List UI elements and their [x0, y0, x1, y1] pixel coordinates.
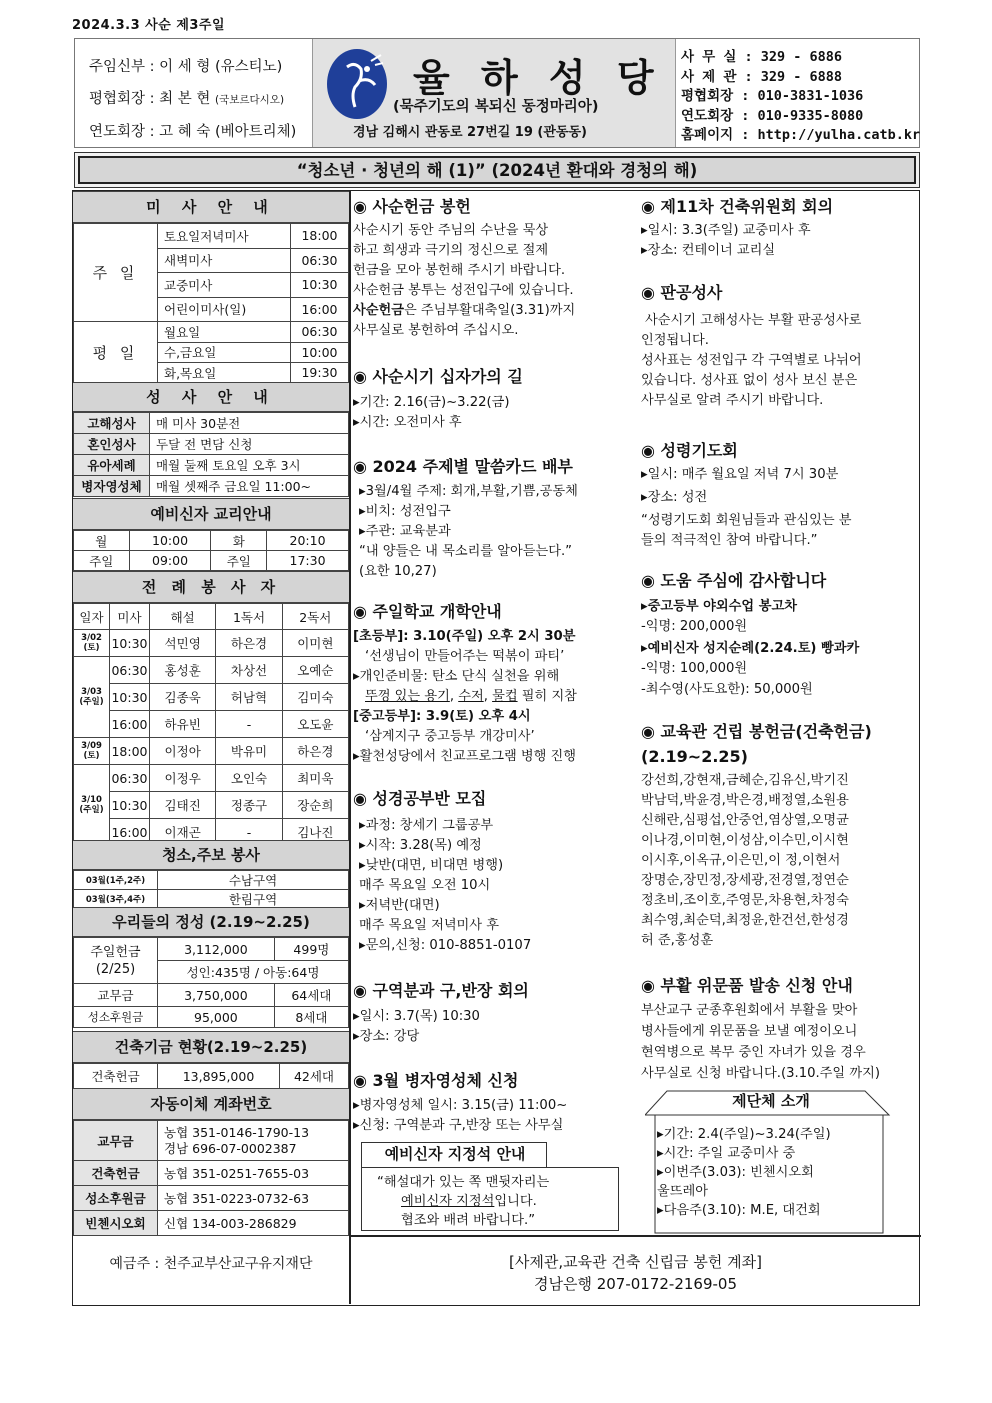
accounts-head: 자동이체 계좌번호 [73, 1088, 349, 1120]
church-subtitle: (묵주기도의 복되신 동정마리아) [393, 99, 599, 115]
priest-line: 주임신부 : 이 세 형 (유스티노) [89, 59, 283, 75]
date-line: 2024.3.3 사순 제3주일 [72, 18, 226, 33]
weekday-label: 평 일 [74, 322, 158, 384]
easter-gift-head: ◉ 부활 위문품 발송 신청 안내 [641, 976, 853, 995]
offering-head: 우리들의 정성 (2.19~2.25) [73, 907, 349, 937]
accounts-table: 교무금 농협 351-0146-1790-13 경남 696-07-0002387 건축헌금 농협 351-0251-7655-03 성소후원금 농협 351-0223-0732-63 빈첸시오회 신협 134-003-286829 [73, 1120, 349, 1236]
cleaning-head: 청소,주보 봉사 [73, 840, 349, 870]
building-committee-head: ◉ 제11차 건축위원회 회의 [641, 197, 834, 216]
servers-head: 전 례 봉 사 자 [73, 571, 349, 603]
catechumen-table: 월 10:00 화 20:10 주일 09:00 주일 17:30 [73, 530, 349, 571]
groups-head: 제단체 소개 [732, 1092, 810, 1110]
reserved-seat-head: 예비신자 지정석 안내 [384, 1145, 526, 1163]
cleaning-table: 03월(1주,2주) 수남구역 03월(3주,4주) 한림구역 [73, 870, 349, 909]
donation-account-number: 경남은행 207-0172-2169-05 [533, 1275, 738, 1293]
account-holder: 예금주 : 천주교부산교구유지재단 [109, 1256, 313, 1272]
contact-council: 평협회장 : 010-3831-1036 [681, 88, 864, 104]
theme-banner-text: “청소년 · 청년의 해 (1)” (2024년 환대와 경청의 해) [78, 156, 916, 184]
church-title-block [312, 39, 676, 147]
sacrament-head: 성 사 안 내 [73, 382, 349, 412]
sick-communion-head: ◉ 3월 병자영성체 신청 [353, 1071, 519, 1090]
contact-prayer: 연도회장 : 010-9335-8080 [681, 107, 864, 124]
bulletin-body: 미 사 안 내 주 일 토요일저녁미사 18:00 새벽미사 06:30 교중미사 10:30 어린이미사(일) 16:00 평 일 월요일 06:30 수,금요일 10:00 화,목요일 19:30 성 사 안 내 고해성사 매 미사 30분전 혼인성사 두달 전 면담 신청 유아세례 매월 둘째 토요일 오후 3시 병자영성체 매월 셋째주 금요일 11:00~ 예비신자 교리안내 월 10:00 화 20:10 주일 09:00 주일 17:30 전 례 봉 사 자 일자 미사 해설 1독서 2독서 3/02 (토) 10:30 석민영 하은경 이미현 3/03 (주일) 06:30 홍성훈 차상선 오예순 10:30 김종욱 허남혁 김미숙 16:00 하유빈 - 오도윤 3/09 (토) 18:00 이정아 박유미 하은경 3/10 (주일) 06:30 이정우 오인숙 최미욱 10:30 김태진 정종구 장순희 16:00 이재곤 - 김나진 청소,주보 봉사 03월(1주,2주) 수남구역 03월(3주,4주) 한림구역 우리들의 정성 (2.19~2.25) 주일헌금 (2/25) 3,112,000 499명 성인:435명 / 아동:64명 교무금 3,750,000 64세대 성소후원금 95,000 8세대 건축기금 현황(2.19~2.25) 건축헌금 13,895,000 42세대 자동이체 계좌번호 교무금 농협 351-0146-1790-13 경남 696-07-0002387 건축헌금 농협 351-0251-7655-03 성소후원금 농협 351-0223-0732-63 빈첸시오회 신협 134-003-286829 예금주 : 천주교부산교구유지재단 ◉ 사순헌금 봉헌 사순시기 동안 주님의 수난을 묵상 하고 희생과 극기의 정신으로 절제 헌금을 모아 봉헌해 주시기 바랍니다. 사순헌금 봉투는 성전입구에 있습니다. 사순헌금은 주님부활대축일(3.31)까지 사무실로 봉헌하여 주십시오. ◉ 사순시기 십자가의 길 ▸기간: 2.16(금)~3.22(금) ▸시간: 오전미사 후 ◉ 2024 주제별 말씀카드 배부 ▸3월/4월 주제: 회개,부활,기쁨,공동체 ▸비치: 성전입구 ▸주관: 교육분과 “내 양들은 내 목소리를 알아듣는다.” (요한 10,27) ◉ 주일학교 개학안내 [초등부]: 3.10(주일) 오후 2시 30분 ‘선생님이 만들어주는 떡볶이 파티’ ▸개인준비물: 탄소 단식 실천을 위해 뚜껑 있는 용기, 수저, 물컵 필히 지참 [중고등부]: 3.9(토) 오후 4시 ‘삼계지구 중고등부 개강미사’ ▸활천성당에서 친교프로그램 병행 진행 ◉ 성경공부반 모집 ▸과정: 창세기 그룹공부 ▸시작: 3.28(목) 예정 ▸낮반(대면, 비대면 병행) 매주 목요일 오전 10시 ▸저녁반(대면) 매주 목요일 저녁미사 후 ▸문의,신청: 010-8851-0107 ◉ 구역분과 구,반장 회의 ▸일시: 3.7(목) 10:30 ▸장소: 강당 ◉ 3월 병자영성체 신청 ▸병자영성체 일시: 3.15(금) 11:00~ ▸신청: 구역분과 구,반장 또는 사무실 예비신자 지정석 안내 “해설대가 있는 쪽 맨뒷자리는 예비신자 지정석입니다. 협조와 배려 바랍니다.” ◉ 제11차 건축위원회 회의 ▸일시: 3.3(주일) 교중미사 후 ▸장소: 컨테이너 교리실 ◉ 판공성사 사순시기 고해성사는 부활 판공성사로 인정됩니다. 성사표는 성전입구 각 구역별로 나뉘어 있습니다. 성사표 없이 성사 보신 분은 사무실로 알려 주시기 바랍니다. ◉ 성령기도회 ▸일시: 매주 월요일 저녁 7시 30분 ▸장소: 성전 “성령기도회 회원님들과 관심있는 분 들의 적극적인 참여 바랍니다.” ◉ 도움 주심에 감사합니다 ▸중고등부 야외수업 봉고차 -익명: 200,000원 ▸예비신자 성지순례(2.24.토) 빵과카 -익명: 100,000원 -최수영(사도요한): 50,000원 ◉ 교육관 건립 봉헌금(건축헌금) (2.19~2.25) 강선희,강현재,금혜순,김유신,박기진 박남덕,박윤경,박은경,배정열,소원용 신해란,심평섭,안중언,염상열,오명균 이나경,이미현,이성삼,이수민,이시현 이시후,이옥규,이은민,이 정,이현서 장명순,장민정,장세광,전경열,정연순 정초비,조이호,주영문,차용현,차정숙 최수영,최순덕,최정윤,한건선,한성경 허 준,홍성훈 ◉ 부활 위문품 발송 신청 안내 부산교구 군종후원회에서 부활을 맞아 병사들에게 위문품을 보낼 예정이오니 현역병으로 복무 중인 자녀가 있을 경우 사무실로 신청 바랍니다.(3.10.주일 까지) 제단체 소개 ▸기간: 2.4(주일)~3.24(주일) ▸시간: 주일 교중미사 중 ▸이번주(3.03): 빈첸시오회 울뜨레아 ▸다음주(3.10): M.E, 대건회 [사제관,교육관 건축 신립금 봉헌 계좌] 경남은행 207-0172-2169-05 [72, 190, 920, 1306]
church-address: 경남 김해시 관동로 27번길 19 (관동동) [353, 125, 587, 140]
church-title: 율 하 성 당 [413, 56, 663, 100]
stations-head: ◉ 사순시기 십자가의 길 [353, 367, 523, 386]
building-table: 건축헌금 13,895,000 42세대 [73, 1063, 349, 1089]
word-card-head: ◉ 2024 주제별 말씀카드 배부 [353, 457, 573, 476]
mass-head: 미 사 안 내 [73, 191, 349, 223]
header [74, 38, 920, 148]
prayer-meeting-head: ◉ 성령기도회 [641, 441, 738, 460]
confession-head: ◉ 판공성사 [641, 283, 723, 302]
building-head: 건축기금 현황(2.19~2.25) [73, 1031, 349, 1063]
contact-rectory: 사 제 관 : 329 - 6888 [681, 68, 843, 85]
sacrament-table: 고해성사 매 미사 30분전 혼인성사 두달 전 면담 신청 유아세례 매월 둘째 토요일 오후 3시 병자영성체 매월 셋째주 금요일 11:00~ [73, 412, 349, 497]
sunday-school-head: ◉ 주일학교 개학안내 [353, 602, 502, 621]
mass-table: 주 일 토요일저녁미사 18:00 새벽미사 06:30 교중미사 10:30 어린이미사(일) 16:00 평 일 월요일 06:30 수,금요일 10:00 화,목요일 19:30 [73, 223, 349, 384]
contact-office: 사 무 실 : 329 - 6886 [681, 49, 843, 65]
left-column [73, 191, 349, 1235]
donation-account-title: [사제관,교육관 건축 신립금 봉헌 계좌] [509, 1253, 762, 1271]
lent-offering-head: ◉ 사순헌금 봉헌 [353, 197, 471, 216]
council-line: 평협회장 : 최 본 현 (국보르다시오) [89, 91, 285, 107]
bible-study-head: ◉ 성경공부반 모집 [353, 789, 487, 808]
catechumen-head: 예비신자 교리안내 [73, 498, 349, 530]
thanks-head: ◉ 도움 주심에 감사합니다 [641, 571, 827, 590]
prayer-leader-line: 연도회장 : 고 혜 숙 (베아트리체) [89, 124, 297, 140]
contact-list [676, 39, 920, 147]
contact-homepage[interactable]: 홈페이지 : http://yulha.catb.kr [681, 127, 921, 143]
church-logo-icon [325, 47, 389, 121]
clergy-list [75, 39, 312, 147]
sunday-label: 주 일 [74, 224, 158, 322]
offering-table: 주일헌금 (2/25) 3,112,000 499명 성인:435명 / 아동:64명 교무금 3,750,000 64세대 성소후원금 95,000 8세대 [73, 937, 349, 1028]
education-building-head: ◉ 교육관 건립 봉헌금(건축헌금) [641, 722, 872, 741]
theme-banner [74, 152, 920, 188]
servers-table: 일자 미사 해설 1독서 2독서 3/02 (토) 10:30 석민영 하은경 이미현 3/03 (주일) 06:30 홍성훈 차상선 오예순 10:30 김종욱 허남혁 김미숙 16:00 하유빈 - 오도윤 3/09 (토) 18:00 이정아 박유미 하은경 3/10 (주일) 06:30 이정우 오인숙 최미욱 10:30 김태진 정종구 장순희 16:00 이재곤 - 김나진 [73, 603, 349, 846]
district-meeting-head: ◉ 구역분과 구,반장 회의 [353, 981, 529, 1000]
